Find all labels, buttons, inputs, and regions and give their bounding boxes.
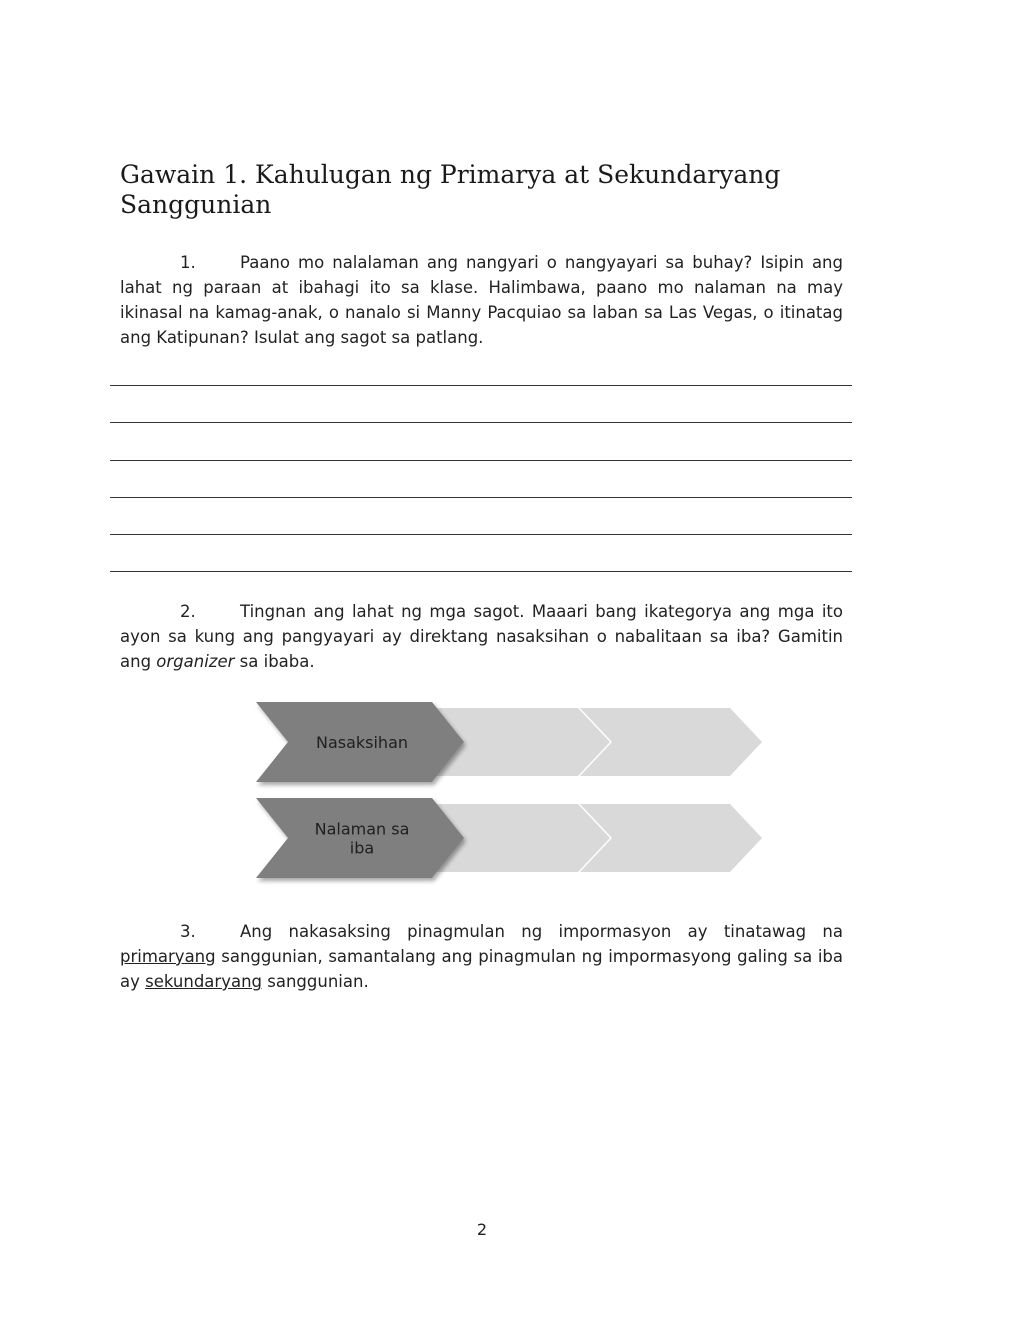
underlined-term-primary: primaryang [120, 947, 216, 966]
page-number: 2 [476, 1220, 488, 1239]
question-3 [120, 919, 843, 994]
question-1 [120, 250, 843, 350]
question-text-end: sa ibaba. [234, 652, 315, 671]
answer-line[interactable] [110, 422, 852, 423]
question-text: Tingnan ang lahat ng mga sagot. Maaari bang ikategorya ang mga ito ayon sa kung ang pangyayari ay direktang nasaksihan o nabalitaan sa iba? Gamitin ang [120, 602, 843, 671]
question-number: 3. [180, 922, 196, 941]
organizer-label-text: Nalaman sa [314, 819, 410, 839]
underlined-term-secondary: sekundaryang [145, 972, 263, 991]
chevron-organizer [250, 696, 770, 886]
question-number: 2. [180, 602, 196, 621]
answer-line[interactable] [110, 571, 852, 572]
question-number: 1. [180, 253, 196, 272]
question-text: sanggunian, samantalang ang pinagmulan ng impormasyong galing sa iba ay [120, 947, 843, 991]
question-text: Ang nakasaksing pinagmulan ng impormasyon ay tinatawag na [240, 922, 843, 941]
italic-term: organizer [156, 652, 235, 671]
answer-line[interactable] [110, 460, 852, 461]
question-2 [120, 599, 843, 674]
answer-line[interactable] [110, 534, 852, 535]
organizer-label-text: iba [349, 838, 375, 858]
question-text-end: sanggunian. [262, 972, 369, 991]
answer-line[interactable] [110, 385, 852, 386]
answer-line[interactable] [110, 497, 852, 498]
organizer-label-text: Nasaksihan [315, 733, 409, 752]
page-title: Gawain 1. Kahulugan ng Primarya at Sekundaryang Sanggunian [120, 160, 781, 219]
question-text: Paano mo nalalaman ang nangyari o nangyayari sa buhay? Isipin ang lahat ng paraan at ibahagi ito sa klase. Halimbawa, paano mo nalaman na may ikinasal na kamag-anak, o nanalo si Manny Pacquiao sa laban sa Las Vegas, o itinatag ang Katipunan? Isulat ang sagot sa patlang. [120, 253, 843, 347]
